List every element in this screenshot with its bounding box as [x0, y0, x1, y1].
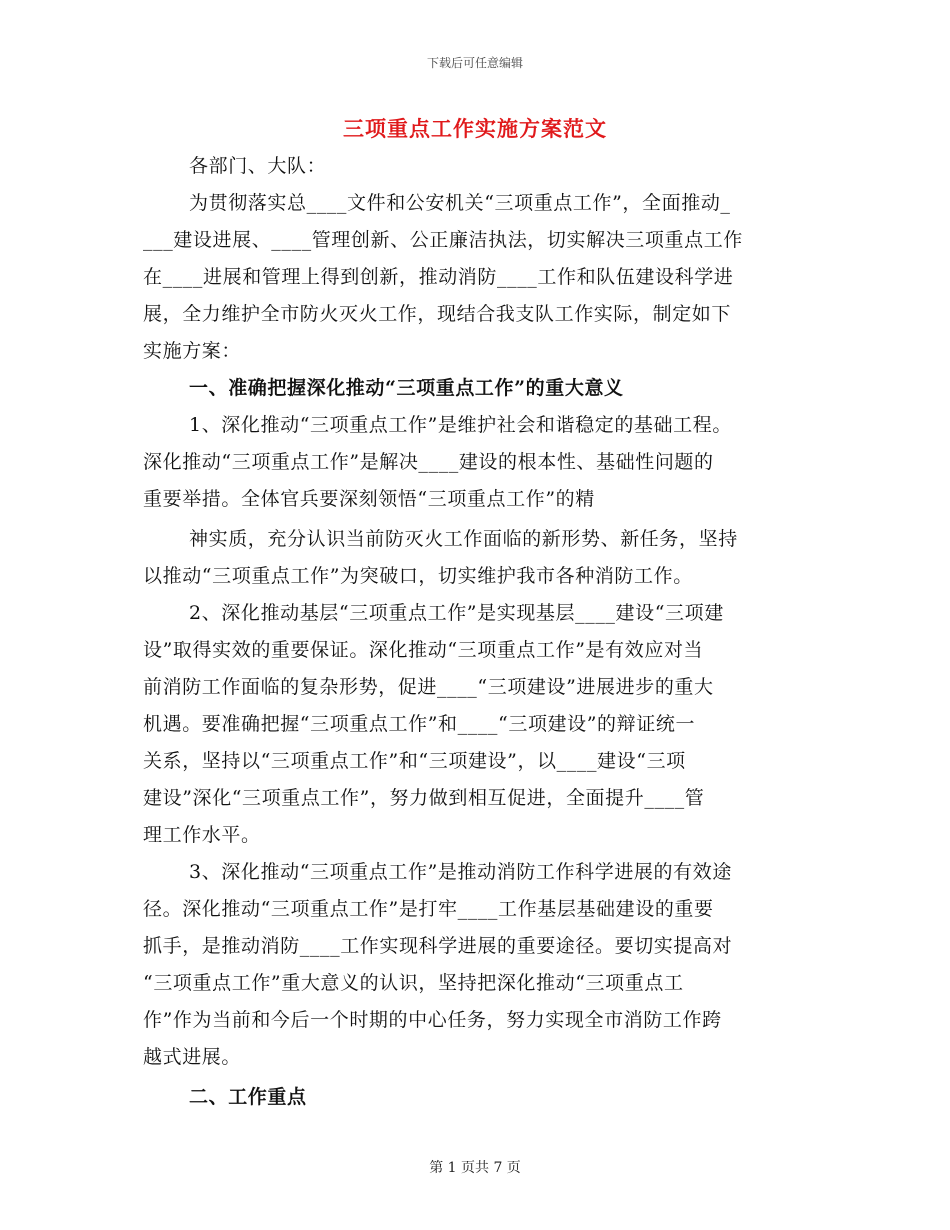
paragraph-line: 展，全力维护全市防火灭火工作，现结合我支队工作实际，制定如下	[143, 303, 732, 325]
paragraph-line: 为贯彻落实总____文件和公安机关“三项重点工作”，全面推动_	[189, 192, 731, 214]
paragraph-line: 理工作水平。	[143, 824, 261, 846]
paragraph-line: 关系，坚持以“三项重点工作”和“三项建设”，以____建设“三项	[143, 750, 686, 772]
paragraph-line: 抓手，是推动消防____工作实现科学进展的重要途径。要切实提高对	[143, 935, 733, 957]
page-number: 第 1 页共 7 页	[429, 1160, 521, 1176]
paragraph-line: 以推动“三项重点工作”为突破口，切实维护我市各种消防工作。	[143, 565, 693, 587]
paragraph-line: 前消防工作面临的复杂形势，促进____“三项建设”进展进步的重大	[143, 676, 714, 698]
document-body	[143, 148, 808, 1116]
paragraph-line: 3、深化推动“三项重点工作”是推动消防工作科学进展的有效途	[189, 861, 732, 883]
salutation: 各部门、大队：	[189, 155, 327, 177]
paragraph-line: 2、深化推动基层“三项重点工作”是实现基层____建设“三项建	[189, 602, 724, 624]
paragraph-line: 建设”深化“三项重点工作”，努力做到相互促进，全面提升____管	[143, 787, 705, 809]
paragraph-line: 1、深化推动“三项重点工作”是维护社会和谐稳定的基础工程。	[189, 414, 732, 436]
section-heading-1: 一、准确把握深化推动“三项重点工作”的重大意义	[189, 377, 624, 399]
paragraph-line: 设”取得实效的重要保证。深化推动“三项重点工作”是有效应对当	[143, 639, 704, 661]
paragraph-line: 重要举措。全体官兵要深刻领悟“三项重点工作”的精	[143, 488, 595, 510]
paragraph-line: 在____进展和管理上得到创新，推动消防____工作和队伍建设科学进	[143, 266, 734, 288]
section-heading-2: 二、工作重点	[189, 1086, 307, 1108]
paragraph-line: 径。深化推动“三项重点工作”是打牢____工作基层基础建设的重要	[143, 898, 714, 920]
paragraph-line: 机遇。要准确把握“三项重点工作”和____“三项建设”的辩证统一	[143, 713, 696, 735]
paragraph-line: 作”作为当前和今后一个时期的中心任务，努力实现全市消防工作跨	[143, 1009, 722, 1031]
paragraph-line: “三项重点工作”重大意义的认识，坚持把深化推动“三项重点工	[143, 972, 684, 994]
document-title: 三项重点工作实施方案范文	[343, 116, 607, 141]
paragraph-line: 深化推动“三项重点工作”是解决____建设的根本性、基础性问题的	[143, 451, 714, 473]
paragraph-line: 神实质，充分认识当前防灭火工作面临的新形势、新任务，坚持	[189, 528, 738, 550]
header-note: 下载后可任意编辑	[426, 56, 523, 70]
paragraph-line: 越式进展。	[143, 1046, 242, 1068]
paragraph-line: ___建设进展、____管理创新、公正廉洁执法，切实解决三项重点工作	[143, 229, 743, 251]
paragraph-line: 实施方案：	[143, 340, 242, 362]
